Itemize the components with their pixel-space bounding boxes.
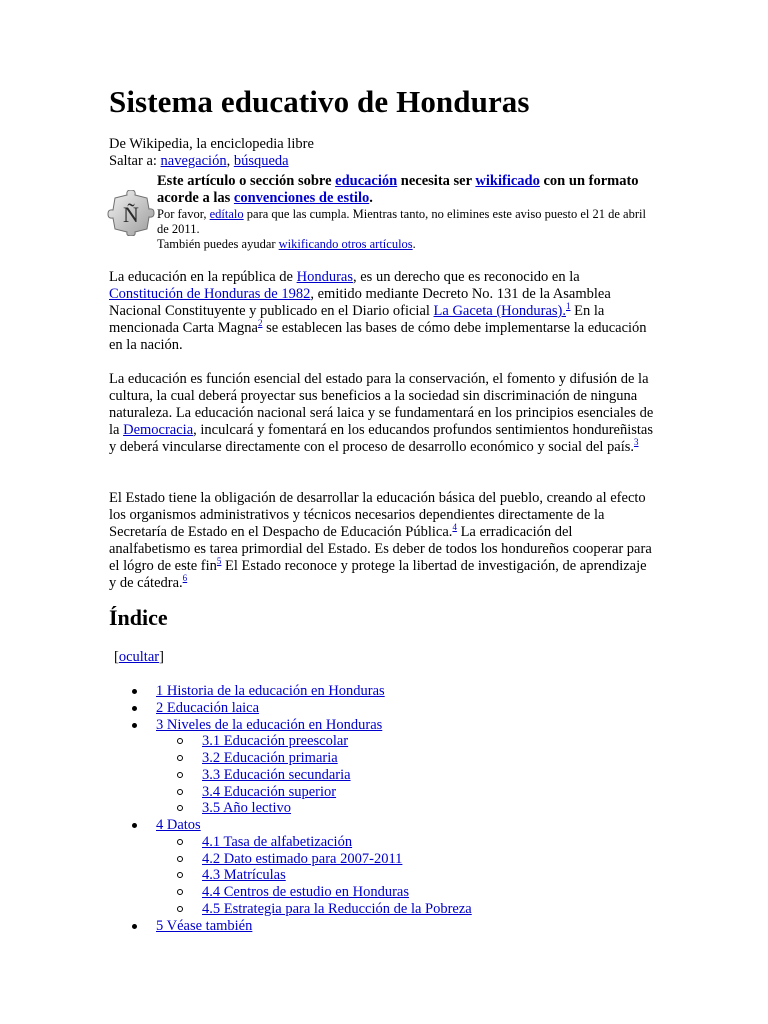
toc-link[interactable]: 4 Datos	[156, 817, 201, 833]
text-segment: , es un derecho que es reconocido en la	[352, 269, 580, 285]
text-segment: , emitido mediante Decreto No. 131 de la Asamblea Nacional Constituyente y publicado en el Diario oficial	[109, 286, 611, 319]
circle-bullet-icon	[177, 906, 183, 912]
constitution-link[interactable]: Constitución de Honduras de 1982	[109, 286, 311, 302]
toc-heading: Índice	[109, 605, 168, 630]
toc-subitem	[128, 750, 472, 767]
reference-1-link[interactable]: 1	[566, 301, 571, 311]
wikificado-link[interactable]: wikificado	[475, 173, 540, 189]
jump-links	[109, 153, 289, 170]
notice-message	[157, 173, 657, 207]
circle-bullet-icon	[177, 805, 183, 811]
style-conventions-link[interactable]: convenciones de estilo	[233, 190, 370, 206]
toc-toggle	[114, 649, 164, 666]
text-segment: El Estado reconoce y protege la libertad de investigación, de aprendizaje y de cátedra.	[109, 558, 647, 591]
toc-link[interactable]: 4.5 Estrategia para la Reducción de la Pobreza	[202, 900, 472, 917]
honduras-link[interactable]: Honduras	[296, 269, 353, 285]
paragraph-education-function	[109, 371, 657, 456]
circle-bullet-icon	[177, 789, 183, 795]
circle-bullet-icon	[177, 889, 183, 895]
toc-subitem	[128, 851, 472, 868]
toc-link[interactable]: 3 Niveles de la educación en Honduras	[156, 716, 383, 733]
table-of-contents	[128, 683, 472, 934]
text-segment: se establecen las bases de cómo debe implementarse la educación en la nación.	[109, 320, 647, 353]
toc-link[interactable]: 3.2 Educación primaria	[202, 750, 338, 766]
notice-text-segment: para que las cumpla. Mientras tanto, no elimines este aviso puesto el 21 de abril de 2011.	[157, 207, 646, 236]
circle-bullet-icon	[177, 738, 183, 744]
bullet-icon	[132, 823, 137, 828]
toc-subitem	[128, 767, 472, 784]
circle-bullet-icon	[177, 856, 183, 862]
notice-text-segment: .	[369, 190, 373, 206]
reference-4-link[interactable]: 4	[452, 522, 457, 532]
toc-link[interactable]: 5 Véase también	[156, 917, 253, 934]
puzzle-piece-icon	[105, 190, 157, 236]
toc-subitem	[128, 884, 472, 901]
text-segment: La educación es función esencial del estado para la conservación, el fomento y difusión de la cultura, la cual deberá proyectar sus beneficios a la sociedad sin discriminación de ninguna naturaleza. La educación nacional será laica y se fundamentará en los principios esenciales de la	[109, 371, 654, 438]
site-subtitle: De Wikipedia, la enciclopedia libre	[109, 136, 314, 152]
edit-link[interactable]: edítalo	[209, 207, 244, 221]
bullet-icon	[132, 689, 137, 694]
educacion-link[interactable]: educación	[335, 173, 398, 189]
toc-toggle-bracket: [	[114, 649, 119, 665]
circle-bullet-icon	[177, 772, 183, 778]
bullet-icon	[132, 723, 137, 728]
toc-link[interactable]: 4.1 Tasa de alfabetización	[202, 833, 353, 850]
text-segment: , inculcará y fomentará en los educandos profundos sentimientos hondureñistas y deberá vincularse directamente con el proceso de desarrollo económico y social del país.	[109, 422, 653, 455]
toc-link[interactable]: 1 Historia de la educación en Honduras	[156, 683, 385, 699]
paragraph-state-obligation	[109, 490, 657, 592]
toc-link[interactable]: 3.4 Educación superior	[202, 783, 337, 800]
toc-link[interactable]: 3.5 Año lectivo	[202, 800, 292, 817]
notice-text-segment: Por favor,	[157, 207, 210, 221]
text-segment: En la mencionada Carta Magna	[109, 303, 605, 336]
toc-item	[128, 817, 472, 834]
bullet-icon	[132, 706, 137, 711]
toc-item	[128, 717, 472, 734]
reference-6-link[interactable]: 6	[182, 573, 188, 583]
text-segment: La erradicación del analfabetismo es tarea primordial del Estado. Es deber de todos los hondureños cooperar para el lógro de este fin	[109, 524, 652, 574]
toc-subitem	[128, 800, 472, 817]
circle-bullet-icon	[177, 839, 183, 845]
notice-text-segment: También puedes ayudar	[157, 237, 279, 251]
search-link[interactable]: búsqueda	[233, 153, 289, 169]
toc-subitem	[128, 784, 472, 801]
reference-2-link[interactable]: 2	[257, 318, 263, 328]
reference-5-link[interactable]: 5	[216, 556, 222, 566]
gaceta-link[interactable]: La Gaceta (Honduras).	[433, 303, 566, 319]
toc-subitem	[128, 901, 472, 918]
hide-toc-link[interactable]: ocultar	[118, 649, 160, 665]
toc-link[interactable]: 4.3 Matrículas	[202, 867, 286, 884]
notice-text-segment: .	[412, 237, 416, 251]
toc-subitem	[128, 834, 472, 851]
toc-subitem	[128, 867, 472, 884]
wikify-notice	[105, 173, 665, 253]
toc-subitem	[128, 733, 472, 750]
toc-item	[128, 918, 472, 935]
notice-edit-request	[157, 207, 657, 237]
circle-bullet-icon	[177, 755, 183, 761]
notice-text-segment: necesita ser	[397, 173, 476, 189]
circle-bullet-icon	[177, 872, 183, 878]
toc-item	[128, 683, 472, 700]
toc-link[interactable]: 3.1 Educación preescolar	[202, 733, 349, 750]
toc-link[interactable]: 4.2 Dato estimado para 2007-2011	[202, 850, 403, 867]
wikify-others-link[interactable]: wikificando otros artículos	[278, 237, 413, 251]
text-segment: La educación en la república de	[109, 269, 297, 285]
toc-link[interactable]: 4.4 Centros de estudio en Honduras	[202, 884, 409, 900]
toc-link[interactable]: 3.3 Educación secundaria	[202, 766, 351, 783]
notice-help-request	[157, 237, 657, 252]
democracia-link[interactable]: Democracia	[123, 422, 194, 438]
bullet-icon	[132, 924, 137, 929]
notice-text-segment: Este artículo o sección sobre	[157, 173, 336, 189]
paragraph-intro	[109, 269, 657, 354]
notice-text	[157, 173, 657, 252]
page-title: Sistema educativo de Honduras	[109, 84, 530, 119]
toc-item	[128, 700, 472, 717]
reference-3-link[interactable]: 3	[634, 437, 639, 447]
notice-text-segment: con un formato acorde a las	[157, 173, 639, 206]
jump-prefix: Saltar a:	[109, 153, 161, 169]
svg-text:Ñ: Ñ	[123, 202, 139, 227]
toc-toggle-bracket: ]	[159, 649, 164, 665]
toc-link[interactable]: 2 Educación laica	[156, 699, 260, 716]
navigation-link[interactable]: navegación	[160, 153, 227, 169]
jump-separator: ,	[226, 153, 234, 169]
text-segment: El Estado tiene la obligación de desarrollar la educación básica del pueblo, creando al efecto los organismos administrativos y técnicos necesarios dependientes directamente de la Secretaría de Estado en el Despacho de Educación Pública.	[109, 490, 646, 540]
